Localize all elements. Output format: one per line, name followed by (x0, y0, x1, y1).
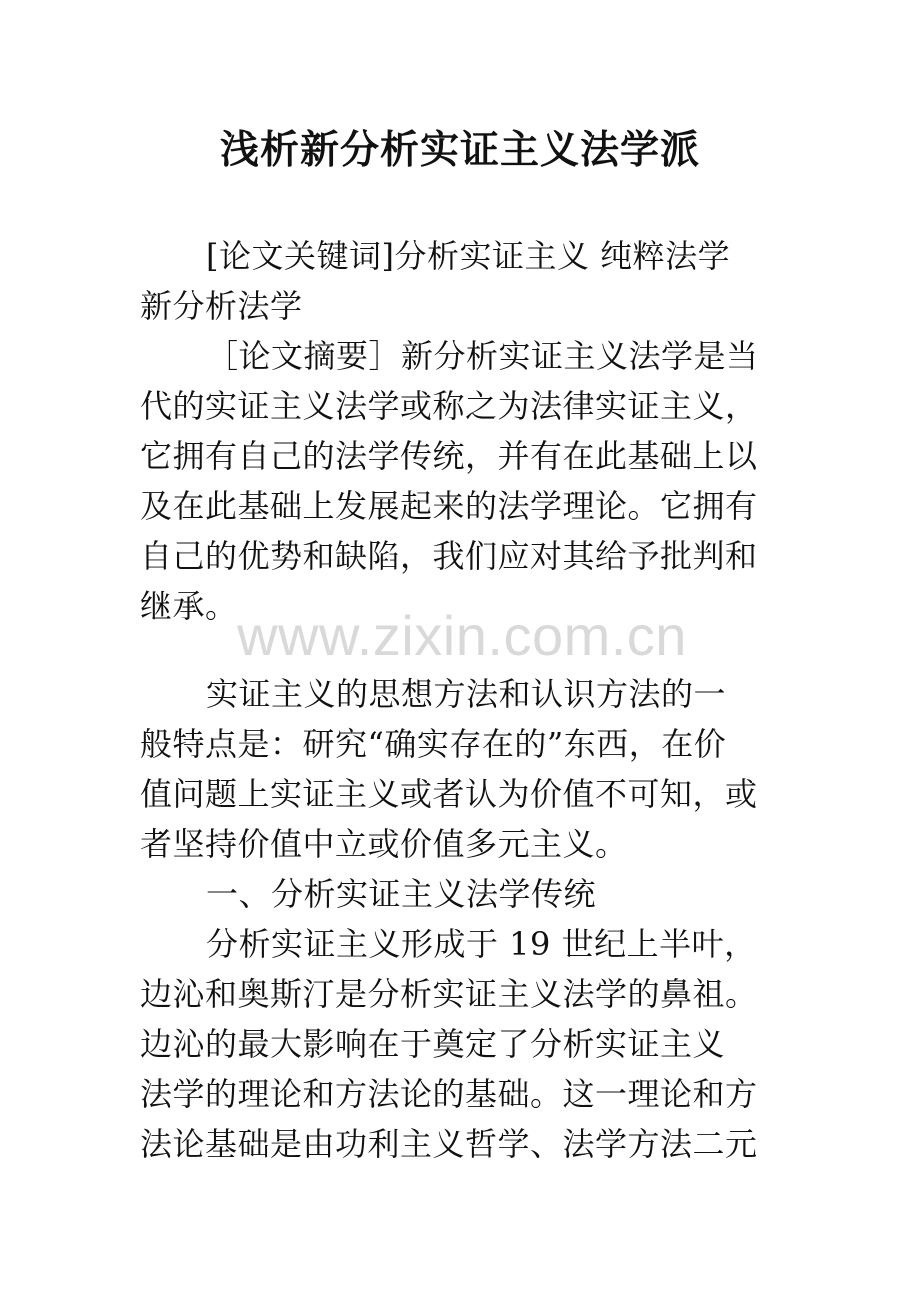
body-line-2: 般特点是：研究“确实存在的”东西，在价 (140, 725, 727, 763)
body-line-3: 值问题上实证主义或者认为价值不可知，或 (140, 775, 758, 813)
body-line-5: 分析实证主义形成于 19 世纪上半叶， (206, 925, 757, 963)
body-line-8: 法学的理论和方法论的基础。这一理论和方 (140, 1075, 758, 1113)
body-line-6: 边沁和奥斯汀是分析实证主义法学的鼻祖。 (140, 975, 758, 1013)
abstract-line-4: 及在此基础上发展起来的法学理论。它拥有 (140, 487, 758, 525)
abstract-line-2: 代的实证主义法学或称之为法律实证主义， (140, 387, 758, 425)
keywords-line-2: 新分析法学 (140, 287, 303, 325)
keywords-line-1: [论文关键词]分析实证主义 纯粹法学 (206, 237, 731, 275)
abstract-line-6: 继承。 (140, 587, 238, 625)
abstract-line-3: 它拥有自己的法学传统，并有在此基础上以 (140, 437, 758, 475)
watermark: www.zixin.com.cn (237, 604, 687, 667)
abstract-line-1: ［论文摘要］新分析实证主义法学是当 (206, 337, 759, 375)
section-heading: 一、分析实证主义法学传统 (206, 875, 597, 913)
body-line-7: 边沁的最大影响在于奠定了分析实证主义 (140, 1025, 726, 1063)
body-line-4: 者坚持价值中立或价值多元主义。 (140, 825, 628, 863)
body-line-1: 实证主义的思想方法和认识方法的一 (206, 675, 727, 713)
body-line-9: 法论基础是由功利主义哲学、法学方法二元 (140, 1125, 758, 1163)
document-title: 浅析新分析实证主义法学派 (219, 127, 700, 173)
abstract-line-5: 自己的优势和缺陷，我们应对其给予批判和 (140, 537, 758, 575)
